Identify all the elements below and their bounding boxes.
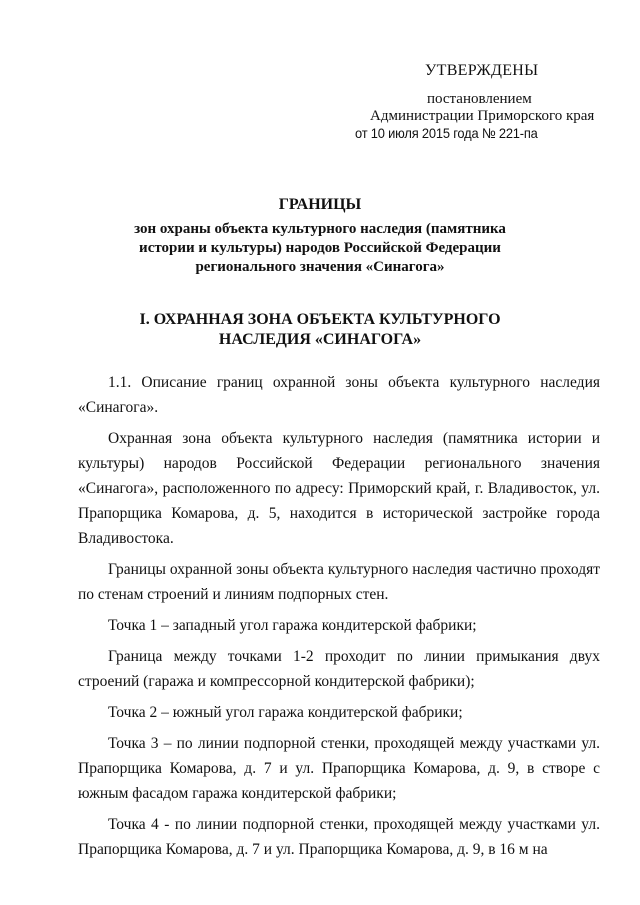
approval-decree-line: постановлением — [427, 91, 532, 107]
approval-date-number-line: от 10 июля 2015 года № 221-па — [355, 125, 538, 141]
subtitle-line-2: истории и культуры) народов Российской Федерации — [139, 240, 501, 256]
approval-authority-line: Администрации Приморского края — [370, 108, 595, 124]
paragraph: Точка 4 - по линии подпорной стенки, проходящей между участками ул. Прапорщика Комарова, д. 7 и ул. Прапорщика Комарова, д. 9, в 16 м на — [78, 816, 600, 858]
subtitle-line-1: зон охраны объекта культурного наследия (памятника — [134, 221, 506, 237]
paragraph: Точка 1 – западный угол гаража кондитерской фабрики; — [108, 617, 477, 634]
body-text — [78, 370, 600, 862]
document-title: ГРАНИЦЫ — [278, 196, 362, 213]
section-heading — [0, 310, 640, 350]
paragraph: Охранная зона объекта культурного наследия (памятника истории и культуры) народов Российской Федерации регионального значения «Синагога», расположенного по адресу: Приморский край, г. Владивосток, ул. Прапорщика Комарова, д. 5, находится в исторической застройке города Владивостока. — [78, 430, 600, 547]
paragraph: 1.1. Описание границ охранной зоны объекта культурного наследия «Синагога». — [78, 374, 600, 416]
section-heading-line-2: НАСЛЕДИЯ «СИНАГОГА» — [218, 331, 422, 348]
paragraph: Точка 2 – южный угол гаража кондитерской фабрики; — [108, 704, 463, 721]
subtitle-line-3: регионального значения «Синагога» — [195, 259, 445, 275]
section-heading-line-1: I. ОХРАННАЯ ЗОНА ОБЪЕКТА КУЛЬТУРНОГО — [139, 311, 501, 328]
paragraph: Граница между точками 1-2 проходит по линии примыкания двух строений (гаража и компрессорной кондитерской фабрики); — [78, 648, 600, 690]
paragraph: Точка 3 – по линии подпорной стенки, проходящей между участками ул. Прапорщика Комарова, д. 7 и ул. Прапорщика Комарова, д. 9, в створе с южным фасадом гаража кондитерской фабрики; — [78, 735, 600, 802]
document-subtitle — [0, 220, 640, 277]
paragraph: Границы охранной зоны объекта культурного наследия частично проходят по стенам строений и линиям подпорных стен. — [78, 561, 600, 603]
approval-title: УТВЕРЖДЕНЫ — [425, 62, 539, 79]
